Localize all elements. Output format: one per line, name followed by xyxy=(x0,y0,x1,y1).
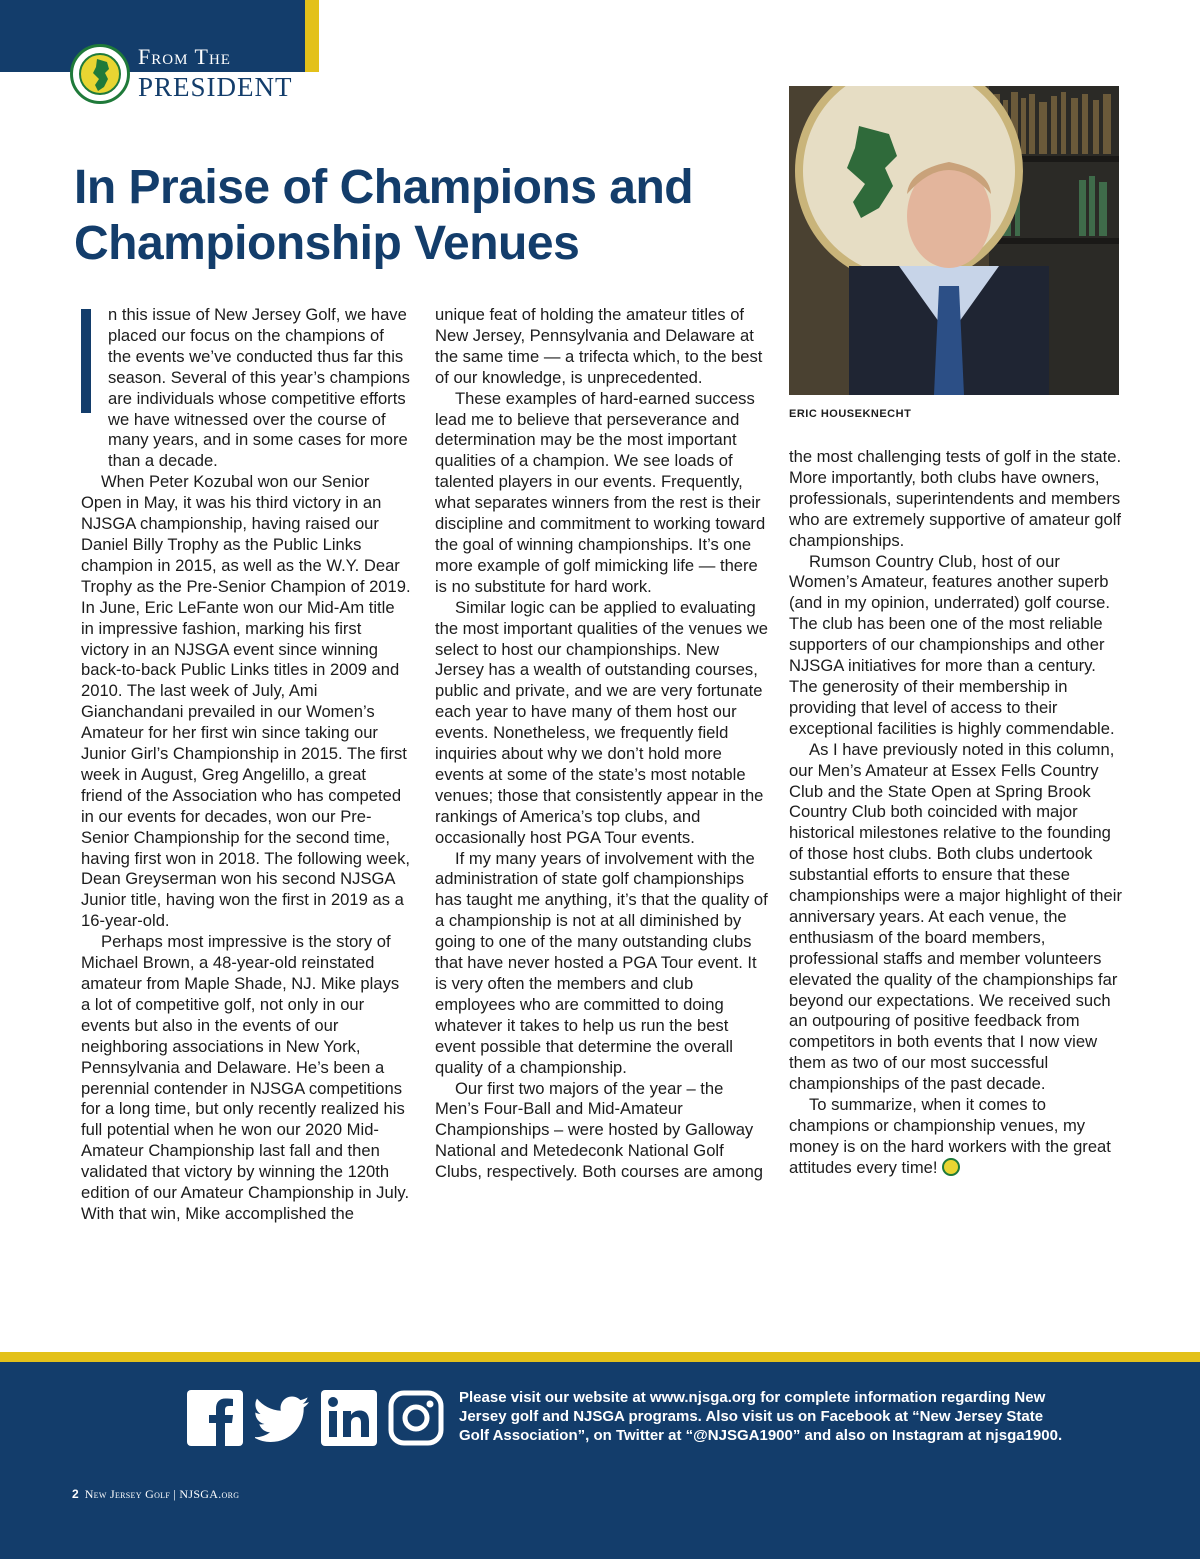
body-column-1 xyxy=(81,305,411,1225)
linkedin-icon[interactable] xyxy=(321,1390,377,1446)
body-paragraph-final xyxy=(789,1095,1124,1179)
body-paragraph: n this issue of New Jersey Golf, we have placed our focus on the champions of the events we’ve conducted thus far this season. Several of this year’s champions are individuals whose competitive efforts we have witnessed over the course of many years, and in some cases for more than a decade. xyxy=(108,305,410,471)
page-folio xyxy=(72,1487,239,1502)
body-paragraph: Perhaps most impressive is the story of Michael Brown, a 48-year-old reinstated amateur from Maple Shade, NJ. Mike plays a lot of competitive golf, not only in our events but also in the events of our neighboring associations in New York, Pennsylvania and Delaware. He’s been a perennial contender in NJSGA competitions for a long time, but only recently realized his full potential when he won our 2020 Mid-Amateur Championship last fall and then validated that victory by winning the 120th edition of our Amateur Championship in July. With that win, Mike accomplished the xyxy=(81,932,410,1223)
body-paragraph: If my many years of involvement with the administration of state golf championships has taught me anything, it’s that the quality of a championship is not at all diminished by going to one of the many outstanding clubs that have never hosted a PGA Tour event. It is very often the members and club employees who are committed to doing whatever it takes to help us run the best event possible that determine the overall quality of a championship. xyxy=(435,848,768,1077)
section-label-bottom: PRESIDENT xyxy=(138,72,293,102)
section-label-top: From The xyxy=(138,44,231,69)
twitter-icon[interactable] xyxy=(255,1390,311,1446)
author-photo xyxy=(789,86,1119,395)
njsga-seal-icon xyxy=(70,44,130,104)
page-number: 2 xyxy=(72,1487,79,1501)
body-paragraph: Similar logic can be applied to evaluating the most important qualities of the venues we select to host our championships. New Jersey has a wealth of outstanding courses, public and private, and we are very fortunate each year to have many of them host our events. Nonetheless, we frequently field inquiries about why we don’t hold more events at some of the state’s most notable venues; those that consistently appear in the rankings of America’s top clubs, and occasionally host PGA Tour events. xyxy=(435,597,768,847)
body-column-3 xyxy=(789,447,1124,1179)
header-accent-stripe xyxy=(305,0,319,72)
footer-contact-text: Please visit our website at www.njsga.org for complete information regarding New Jersey golf and NJSGA programs. Also visit us on Facebook at “New Jersey State Golf Association”, on Twitter at “@NJSGA1900” and also on Instagram at njsga1900. xyxy=(459,1389,1063,1444)
photo-caption: ERIC HOUSEKNECHT xyxy=(789,408,912,420)
publication-name: New Jersey Golf | NJSGA.org xyxy=(84,1487,240,1501)
article-headline: In Praise of Champions and Championship Venues xyxy=(74,161,694,270)
body-paragraph: unique feat of holding the amateur titles of New Jersey, Pennsylvania and Delaware at the same time — a trifecta which, to the best of our knowledge, is unprecedented. xyxy=(435,305,763,387)
body-paragraph: When Peter Kozubal won our Senior Open in May, it was his third victory in an NJSGA championship, having raised our Daniel Billy Trophy as the Public Links champion in 2015, as well as the W.Y. Dear Trophy as the Pre-Senior Champion of 2019. In June, Eric LeFante won our Mid-Am title in impressive fashion, marking his first victory in an NJSGA event since winning back-to-back Public Links titles in 2009 and 2010. The last week of July, Ami Gianchandani prevailed in our Women’s Amateur for her first win since taking our Junior Girl’s Championship in 2015. The first week in August, Greg Angelillo, a great friend of the Association who has competed in our events for decades, won our Pre-Senior Championship for the second time, having first won in 2018. The following week, Dean Greyserman won his second NJSGA Junior title, having won the first in 2019 as a 16-year-old. xyxy=(81,472,411,931)
closing-text: To summarize, when it comes to champions or championship venues, my money is on the hard workers with the great attitudes every time! xyxy=(789,1095,1111,1177)
facebook-icon[interactable] xyxy=(187,1390,243,1446)
footer-accent-stripe xyxy=(0,1352,1200,1362)
body-paragraph: Rumson Country Club, host of our Women’s Amateur, features another superb (and in my opinion, underrated) golf course. The club has been one of the most reliable supporters of our championships and other NJSGA initiatives for more than a century. The generosity of their membership in providing that level of access to their exceptional facilities is highly commendable. xyxy=(789,551,1115,738)
body-paragraph: the most challenging tests of golf in the state. More importantly, both clubs have owners, professionals, superintendents and members who are extremely supportive of amateur golf championships. xyxy=(789,447,1122,550)
body-paragraph: Our first two majors of the year – the Men’s Four-Ball and Mid-Amateur Championships – were hosted by Galloway National and Metedeconk National Golf Clubs, respectively. Both courses are among xyxy=(435,1078,764,1182)
instagram-icon[interactable] xyxy=(388,1390,444,1446)
body-column-2 xyxy=(435,305,770,1183)
body-paragraph: As I have previously noted in this column, our Men’s Amateur at Essex Fells Country Club and the State Open at Spring Brook Country Club both coincided with major historical milestones relative to the founding of those host clubs. Both clubs undertook substantial efforts to ensure that these championships were a major highlight of their anniversary years. At each venue, the enthusiasm of the board members, professional staffs and member volunteers elevated the quality of the championships far beyond our expectations. We received such an outpouring of positive feedback from competitors in both events that I now view them as two of our most successful championships of the past decade. xyxy=(789,739,1122,1094)
end-mark-icon xyxy=(942,1158,960,1176)
body-paragraph: These examples of hard-earned success lead me to believe that perseverance and determination may be the most important qualities of a champion. We see loads of talented players in our events. Frequently, what separates winners from the rest is their discipline and commitment to working toward the goal of winning championships. It’s one more example of golf mimicking life — there is no substitute for hard work. xyxy=(435,388,766,596)
